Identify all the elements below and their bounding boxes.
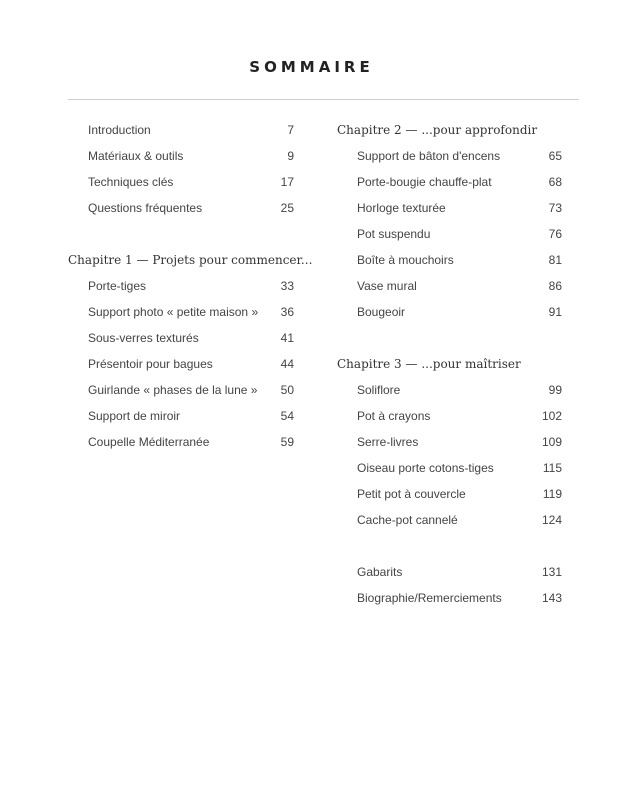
entry-page: 59 — [280, 435, 294, 449]
entry-page: 54 — [280, 409, 294, 423]
entry-label: Soliflore — [357, 383, 401, 397]
entry-label: Petit pot à couvercle — [357, 487, 466, 501]
chapter-heading[interactable]: Chapitre 3 — ...pour maîtriser — [337, 357, 521, 371]
entry-page: 25 — [280, 201, 294, 215]
toc-entry[interactable] — [68, 407, 294, 433]
toc-entry[interactable] — [68, 381, 294, 407]
entry-page: 33 — [280, 279, 294, 293]
entry-page: 76 — [548, 227, 562, 241]
toc-entry[interactable] — [68, 329, 294, 355]
entry-page: 99 — [548, 383, 562, 397]
toc-entry[interactable] — [337, 225, 562, 251]
entry-page: 36 — [280, 305, 294, 319]
toc-entry[interactable] — [337, 147, 562, 173]
toc-entry[interactable] — [337, 381, 562, 407]
entry-page: 119 — [542, 487, 562, 501]
entry-page: 124 — [541, 513, 562, 527]
chapter-heading[interactable]: Chapitre 1 — Projets pour commencer... — [68, 253, 313, 267]
toc-entry[interactable] — [337, 277, 562, 303]
entry-label: Présentoir pour bagues — [88, 357, 213, 371]
toc-entry[interactable] — [337, 485, 562, 511]
entry-label: Support de bâton d'encens — [357, 149, 501, 163]
entry-page: 86 — [548, 279, 562, 293]
chapter-heading[interactable]: Chapitre 2 — ...pour approfondir — [337, 123, 538, 137]
toc-entry[interactable] — [337, 303, 562, 329]
entry-label: Sous-verres texturés — [88, 331, 199, 345]
entry-page: 143 — [541, 591, 562, 605]
toc-entry[interactable] — [337, 563, 562, 589]
toc-entry[interactable] — [337, 199, 562, 225]
entry-page: 17 — [280, 175, 294, 189]
title-divider — [68, 99, 579, 100]
entry-label: Boîte à mouchoirs — [357, 253, 454, 267]
entry-label: Porte-tiges — [88, 279, 147, 293]
toc-entry[interactable] — [68, 303, 294, 329]
entry-page: 81 — [548, 253, 562, 267]
entry-label: Vase mural — [357, 279, 417, 293]
entry-label: Serre-livres — [357, 435, 419, 449]
entry-label: Introduction — [88, 123, 151, 137]
entry-page: 44 — [280, 357, 294, 371]
entry-label: Oiseau porte cotons-tiges — [357, 461, 494, 475]
entry-page: 73 — [548, 201, 562, 215]
spacer — [337, 537, 562, 563]
entry-label: Gabarits — [357, 565, 403, 579]
entry-page: 91 — [548, 305, 562, 319]
entry-label: Biographie/Remerciements — [357, 591, 502, 605]
entry-page: 65 — [548, 149, 562, 163]
toc-entry[interactable] — [68, 433, 294, 459]
toc-entry[interactable] — [68, 173, 294, 199]
entry-label: Techniques clés — [88, 175, 174, 189]
toc-entry[interactable] — [68, 199, 294, 225]
toc-entry[interactable] — [337, 407, 562, 433]
entry-label: Pot à crayons — [357, 409, 431, 423]
toc-right-column — [337, 121, 562, 615]
toc-entry[interactable] — [337, 459, 562, 485]
entry-label: Support de miroir — [88, 409, 181, 423]
entry-label: Questions fréquentes — [88, 201, 203, 215]
entry-page: 9 — [287, 149, 294, 163]
entry-page: 68 — [548, 175, 562, 189]
spacer — [337, 329, 562, 355]
toc-entry[interactable] — [337, 433, 562, 459]
entry-label: Support photo « petite maison » — [88, 305, 259, 319]
entry-page: 102 — [541, 409, 562, 423]
entry-label: Guirlande « phases de la lune » — [88, 383, 258, 397]
entry-page: 131 — [541, 565, 562, 579]
toc-entry[interactable] — [337, 511, 562, 537]
page-title: SOMMAIRE — [249, 58, 374, 76]
toc-entry[interactable] — [68, 147, 294, 173]
toc-entry[interactable] — [337, 251, 562, 277]
entry-label: Coupelle Méditerranée — [88, 435, 210, 449]
toc-left-column — [68, 121, 313, 459]
entry-label: Horloge texturée — [357, 201, 446, 215]
entry-page: 7 — [287, 123, 294, 137]
entry-page: 109 — [541, 435, 562, 449]
entry-page: 115 — [542, 461, 562, 475]
toc-entry[interactable] — [337, 173, 562, 199]
toc-entry[interactable] — [68, 121, 294, 147]
entry-label: Cache-pot cannelé — [357, 513, 458, 527]
entry-label: Porte-bougie chauffe-plat — [357, 175, 492, 189]
entry-label: Pot suspendu — [357, 227, 431, 241]
toc-entry[interactable] — [68, 355, 294, 381]
entry-label: Bougeoir — [357, 305, 406, 319]
toc-entry[interactable] — [337, 589, 562, 615]
entry-page: 41 — [280, 331, 294, 345]
toc-entry[interactable] — [68, 277, 294, 303]
spacer — [68, 225, 294, 251]
entry-label: Matériaux & outils — [88, 149, 184, 163]
entry-page: 50 — [280, 383, 294, 397]
